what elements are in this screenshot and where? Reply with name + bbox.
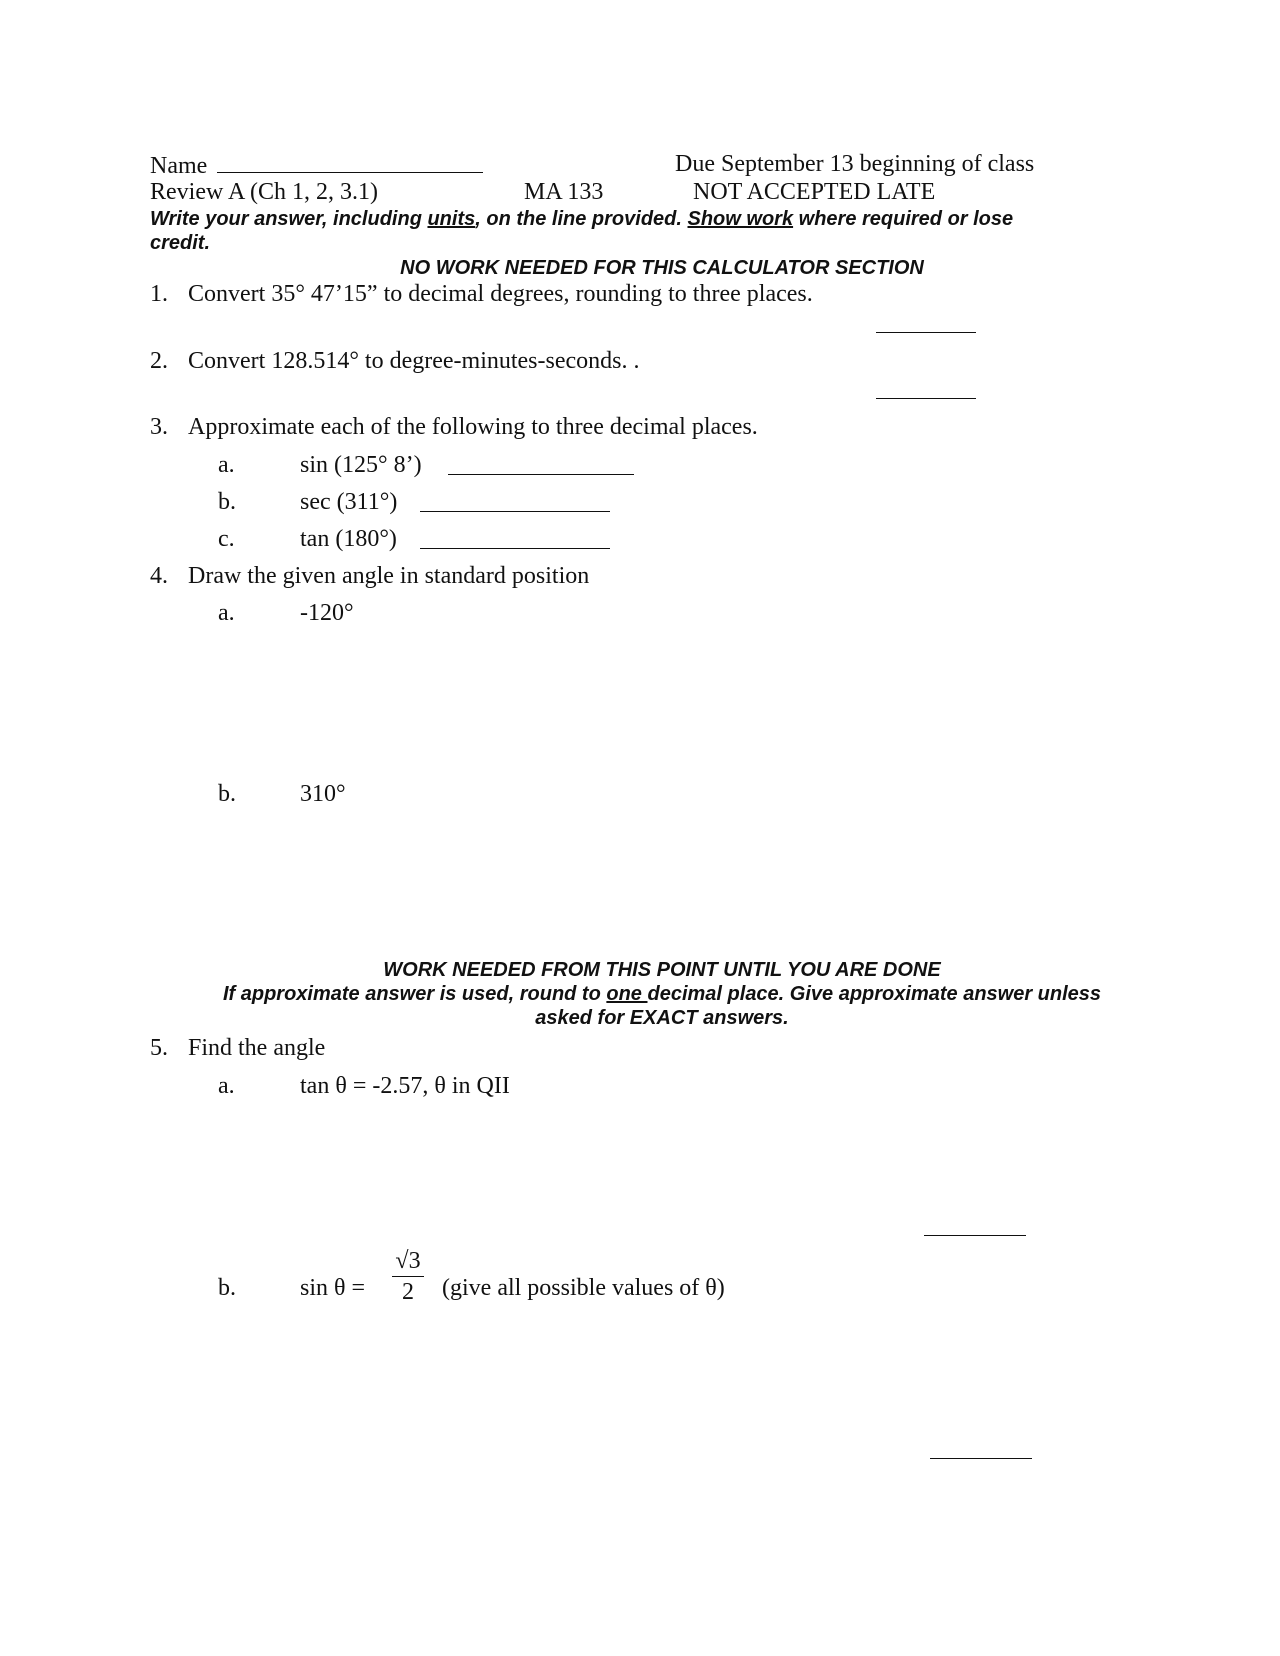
- course-code: MA 133: [524, 179, 604, 205]
- instructions-text-2: , on the line provided.: [475, 208, 688, 230]
- q3b-answer-line[interactable]: [420, 511, 610, 512]
- q3a-label: a.: [218, 452, 235, 478]
- q5a-label: a.: [218, 1073, 235, 1099]
- due-date: Due September 13 beginning of class: [675, 151, 1035, 177]
- q3b-label: b.: [218, 489, 236, 515]
- q5b-numerator: √3: [395, 1248, 421, 1274]
- q3a-expression: sin (125° 8’): [300, 452, 422, 478]
- q5a-expression: tan θ = -2.57, θ in QII: [300, 1073, 510, 1099]
- q5b-denominator: 2: [402, 1279, 414, 1305]
- name-blank-line[interactable]: [217, 150, 483, 173]
- instructions-units: units: [427, 208, 476, 230]
- section-2-one: one: [606, 983, 648, 1005]
- q2-number: 2.: [150, 348, 168, 374]
- instructions-line-2: credit.: [150, 232, 211, 254]
- q4b-expression: 310°: [300, 781, 346, 807]
- q4-number: 4.: [150, 563, 168, 589]
- q5-text: Find the angle: [188, 1035, 326, 1061]
- q4b-label: b.: [218, 781, 236, 807]
- q3a-answer-line[interactable]: [448, 474, 634, 475]
- section-1-title: NO WORK NEEDED FOR THIS CALCULATOR SECTION: [400, 257, 924, 279]
- q3c-expression: tan (180°): [300, 526, 397, 552]
- q5b-fraction: [388, 1248, 428, 1305]
- section-2-text-1: If approximate answer is used, round to: [222, 983, 607, 1005]
- name-label: Name: [150, 153, 208, 179]
- instructions-show-work: Show work: [687, 208, 794, 230]
- q1-number: 1.: [150, 281, 168, 307]
- q5b-label: b.: [218, 1275, 236, 1301]
- q2-answer-line[interactable]: [876, 398, 976, 399]
- name-field[interactable]: [150, 150, 483, 180]
- q5a-answer-line[interactable]: [924, 1235, 1026, 1236]
- q4a-expression: -120°: [300, 600, 354, 626]
- q5b-answer-line[interactable]: [930, 1458, 1032, 1459]
- instructions-text-3: where required or lose: [793, 208, 1014, 230]
- instructions-text-1: Write your answer, including: [150, 208, 428, 230]
- q3-number: 3.: [150, 414, 168, 440]
- q5b-note: (give all possible values of θ): [442, 1275, 725, 1301]
- q4-text: Draw the given angle in standard position: [188, 563, 590, 589]
- section-2-line-1: [0, 982, 1280, 1006]
- section-2-title: WORK NEEDED FROM THIS POINT UNTIL YOU ARE DONE: [383, 959, 941, 981]
- q3c-label: c.: [218, 526, 235, 552]
- q3-text: Approximate each of the following to three decimal places.: [188, 414, 758, 440]
- q5b-expression: sin θ =: [300, 1275, 366, 1301]
- q4a-label: a.: [218, 600, 235, 626]
- section-2-line-2: asked for EXACT answers.: [535, 1007, 789, 1029]
- q5-number: 5.: [150, 1035, 168, 1061]
- q1-answer-line[interactable]: [876, 332, 976, 333]
- q3b-expression: sec (311°): [300, 489, 398, 515]
- review-title: Review A (Ch 1, 2, 3.1): [150, 179, 378, 205]
- section-2-text-2: decimal place. Give approximate answer unless: [647, 983, 1102, 1005]
- q5b-fraction-bar: [392, 1276, 424, 1277]
- q1-text: Convert 35° 47’15” to decimal degrees, rounding to three places.: [188, 281, 813, 307]
- q2-text: Convert 128.514° to degree-minutes-seconds. .: [188, 348, 640, 374]
- late-notice: NOT ACCEPTED LATE: [693, 179, 936, 205]
- q3c-answer-line[interactable]: [420, 548, 610, 549]
- instructions-line-1: [150, 207, 1013, 231]
